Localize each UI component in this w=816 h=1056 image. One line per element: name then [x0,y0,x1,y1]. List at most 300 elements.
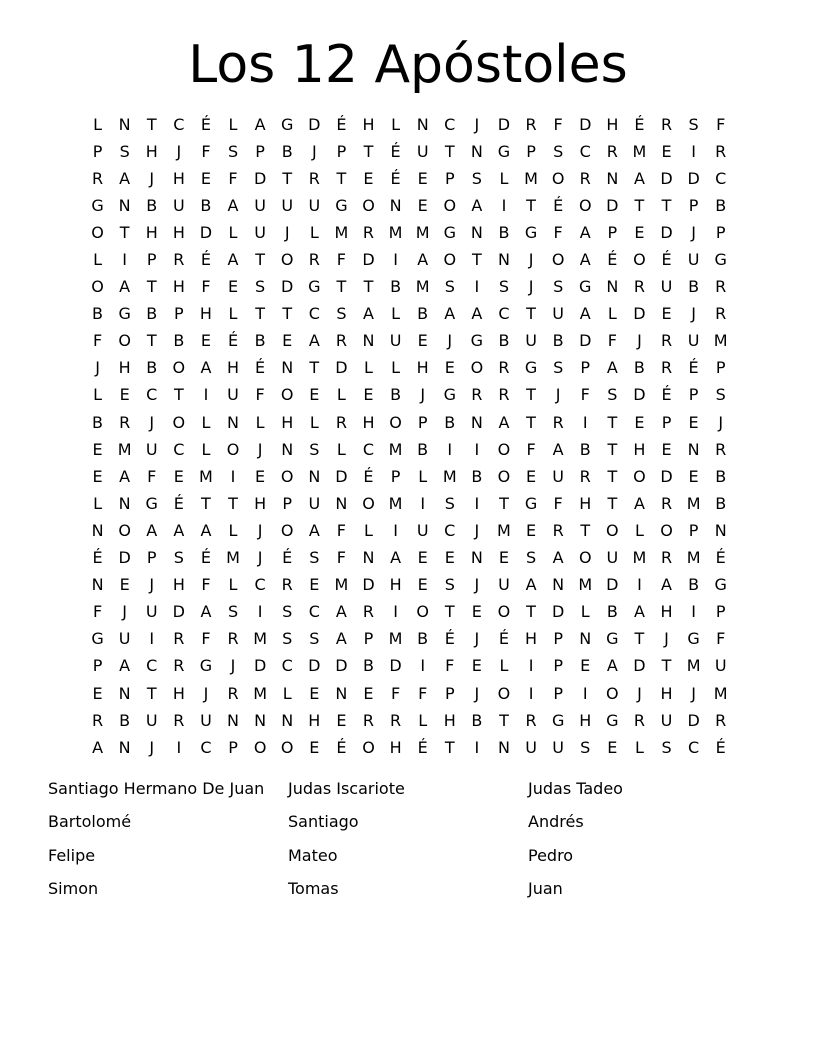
grid-letter: D [335,656,348,676]
grid-letter: E [525,466,537,486]
grid-letter: G [497,141,511,161]
grid-letter: O [91,222,104,242]
grid-letter: E [498,548,509,568]
page-title: Los 12 Apóstoles [188,35,628,95]
grid-letter: P [363,629,374,649]
grid-letter: É [390,168,401,188]
grid-letter: I [474,737,480,757]
grid-letter: I [149,629,155,649]
grid-letter: H [416,358,429,378]
grid-letter: M [388,629,403,649]
grid-letter: D [497,114,511,134]
grid-letter: É [200,250,211,270]
grid-letter: D [579,114,592,134]
grid-letter: O [172,358,186,378]
grid-letter: H [172,683,185,703]
grid-letter: T [201,493,211,513]
grid-letter: S [661,737,672,757]
grid-letter: T [146,331,157,351]
grid-letter: R [308,168,320,188]
grid-letter: R [579,168,591,188]
grid-letter: M [578,575,593,595]
grid-letter: T [336,168,347,188]
grid-letter: S [173,548,184,568]
grid-letter: P [92,141,103,161]
grid-letter: R [362,222,375,242]
grid-letter: O [280,737,294,757]
grid-letter: G [443,385,456,405]
grid-letter: D [606,575,619,595]
grid-letter: U [687,250,700,270]
grid-letter: R [173,710,185,730]
grid-letter: J [474,683,480,703]
grid-letter: F [201,141,211,161]
grid-letter: T [363,141,374,161]
grid-letter: N [227,710,239,730]
grid-letter: R [173,656,185,676]
grid-letter: M [713,331,728,351]
grid-letter: U [552,304,564,324]
grid-letter: O [362,195,375,215]
grid-letter: N [687,439,700,459]
grid-letter: A [200,358,212,378]
grid-letter: P [146,548,157,568]
grid-letter: M [497,520,511,540]
grid-letter: I [528,683,534,703]
grid-letter: J [230,656,236,676]
grid-letter: F [553,114,563,134]
grid-letter: E [634,412,645,432]
grid-letter: L [309,412,319,432]
grid-letter: J [474,520,480,540]
grid-letter: S [553,277,564,297]
word-item: Simon [48,878,99,898]
grid-letter: S [444,277,455,297]
grid-letter: F [336,250,346,270]
grid-letter: T [228,493,238,513]
grid-letter: O [443,195,457,215]
grid-letter: O [497,602,511,622]
grid-letter: C [254,575,266,595]
grid-letter: T [607,439,618,459]
grid-letter: R [498,358,510,378]
grid-letter: I [582,683,588,703]
grid-letter: E [363,168,374,188]
grid-letter: O [172,412,186,432]
letter-grid [84,111,734,761]
grid-letter: M [632,141,647,161]
grid-letter: J [149,575,155,595]
grid-letter: I [528,656,534,676]
grid-letter: N [606,168,619,188]
grid-letter: É [444,629,455,649]
grid-letter: L [634,520,644,540]
grid-letter: J [691,304,696,324]
grid-letter: N [714,520,727,540]
grid-letter: T [146,114,157,134]
grid-letter: F [92,602,103,622]
grid-letter: T [146,683,157,703]
grid-letter: É [661,385,672,405]
grid-letter: F [255,385,265,405]
grid-letter: N [118,114,131,134]
grid-letter: U [308,195,321,215]
grid-letter: É [227,331,239,351]
grid-letter: I [637,575,642,595]
grid-letter: O [606,683,619,703]
grid-letter: F [92,331,103,351]
grid-letter: A [119,277,131,297]
grid-letter: A [498,412,510,432]
grid-letter: A [92,737,104,757]
grid-letter: H [525,629,538,649]
grid-letter: E [119,575,130,595]
grid-letter: F [580,385,590,405]
grid-letter: M [388,439,403,459]
grid-letter: C [146,656,158,676]
grid-letter: I [393,520,398,540]
grid-letter: A [579,222,591,242]
grid-letter: H [443,710,456,730]
grid-letter: T [444,737,455,757]
grid-letter: N [362,548,375,568]
grid-letter: P [336,141,347,161]
grid-letter: D [118,548,131,568]
grid-letter: D [335,358,348,378]
grid-letter: S [309,629,320,649]
grid-letter: T [526,385,536,405]
grid-letter: G [579,277,592,297]
grid-letter: U [254,195,266,215]
grid-letter: E [417,168,428,188]
grid-letter: S [553,141,564,161]
grid-letter: I [474,439,480,459]
grid-letter: E [227,277,239,297]
grid-letter: J [637,331,642,351]
grid-letter: A [308,331,320,351]
grid-letter: O [443,250,457,270]
grid-letter: S [227,141,239,161]
grid-letter: D [660,222,673,242]
grid-letter: D [172,602,185,622]
grid-letter: H [308,710,321,730]
grid-letter: M [524,168,538,188]
grid-letter: M [442,466,457,486]
grid-letter: G [524,222,538,242]
grid-letter: D [660,466,673,486]
grid-letter: L [364,520,373,540]
grid-letter: N [497,737,510,757]
grid-letter: T [634,629,645,649]
grid-letter: J [474,114,480,134]
word-item: Mateo [288,845,338,865]
grid-letter: J [691,683,696,703]
grid-letter: S [309,548,320,568]
grid-letter: A [471,304,483,324]
grid-letter: H [172,575,185,595]
grid-letter: I [393,602,398,622]
grid-letter: A [146,520,158,540]
grid-letter: S [580,737,591,757]
grid-letter: B [715,195,727,215]
grid-letter: D [335,466,348,486]
grid-letter: P [715,222,726,242]
grid-letter: M [117,439,132,459]
grid-letter: S [119,141,130,161]
grid-letter: B [471,466,483,486]
grid-letter: É [634,114,645,134]
grid-letter: J [176,141,182,161]
grid-letter: N [281,710,294,730]
grid-letter: M [686,548,701,568]
grid-letter: R [91,710,104,730]
grid-letter: E [92,466,103,486]
grid-letter: J [257,439,263,459]
grid-letter: T [607,493,618,513]
grid-letter: H [281,412,294,432]
grid-letter: U [254,222,266,242]
grid-letter: I [257,602,263,622]
grid-letter: N [281,439,294,459]
grid-letter: N [552,575,565,595]
grid-letter: H [606,114,619,134]
grid-letter: F [553,493,563,513]
grid-letter: M [415,277,430,297]
grid-letter: N [118,683,131,703]
grid-letter: O [118,331,131,351]
grid-letter: S [444,575,455,595]
grid-letter: S [255,277,266,297]
grid-letter: P [92,656,103,676]
grid-letter: E [417,195,428,215]
grid-letter: C [173,114,185,134]
grid-letter: É [661,250,672,270]
grid-letter: L [228,304,238,324]
grid-letter: R [660,331,673,351]
grid-letter: C [308,602,320,622]
grid-letter: N [470,548,483,568]
grid-letter: T [661,656,672,676]
grid-letter: R [525,710,537,730]
grid-letter: L [282,683,292,703]
grid-letter: A [200,520,212,540]
grid-letter: L [228,222,238,242]
grid-letter: L [93,493,102,513]
grid-letter: F [201,629,211,649]
grid-letter: B [281,141,293,161]
grid-letter: O [551,168,565,188]
grid-letter: T [255,250,265,270]
grid-letter: S [525,548,537,568]
grid-letter: B [498,331,510,351]
grid-letter: M [632,548,647,568]
grid-letter: E [255,466,266,486]
grid-letter: M [226,548,240,568]
grid-letter: B [173,331,185,351]
grid-letter: U [145,602,158,622]
grid-letter: P [282,493,293,513]
word-item: Pedro [528,845,574,865]
grid-letter: M [686,493,701,513]
grid-letter: B [417,629,429,649]
grid-letter: L [634,737,644,757]
word-list [48,776,768,909]
grid-letter: N [606,277,619,297]
grid-letter: B [390,385,402,405]
grid-letter: J [528,250,534,270]
grid-letter: T [255,304,265,324]
grid-letter: O [389,412,402,432]
grid-letter: S [309,439,320,459]
grid-letter: F [716,629,726,649]
grid-letter: P [526,141,536,161]
grid-letter: E [661,439,672,459]
grid-letter: T [661,195,672,215]
grid-letter: B [606,602,618,622]
grid-letter: G [524,358,538,378]
grid-letter: N [91,575,104,595]
grid-letter: A [579,304,591,324]
grid-letter: D [660,168,673,188]
grid-letter: B [417,439,429,459]
grid-letter: R [227,629,239,649]
grid-letter: É [92,548,103,568]
grid-letter: P [174,304,184,324]
grid-letter: J [474,575,480,595]
grid-letter: A [633,168,645,188]
grid-letter: R [281,575,293,595]
grid-letter: N [254,710,267,730]
grid-letter: G [687,629,700,649]
grid-letter: O [280,520,294,540]
grid-letter: M [253,629,268,649]
grid-letter: J [95,358,100,378]
grid-letter: É [688,358,699,378]
grid-letter: A [335,602,347,622]
grid-letter: B [552,331,564,351]
grid-letter: P [228,737,238,757]
grid-letter: F [336,520,346,540]
grid-letter: I [447,439,453,459]
grid-letter: L [336,385,346,405]
grid-letter: H [389,575,402,595]
grid-letter: U [606,548,619,568]
grid-letter: G [118,304,131,324]
grid-letter: M [199,466,213,486]
grid-letter: S [607,385,618,405]
grid-letter: T [634,195,645,215]
grid-letter: U [308,493,321,513]
grid-letter: J [637,683,642,703]
grid-letter: O [253,737,267,757]
grid-letter: I [176,737,182,757]
grid-letter: T [607,412,618,432]
grid-letter: T [526,602,536,622]
grid-letter: A [363,304,374,324]
grid-letter: N [118,493,131,513]
grid-letter: A [633,602,645,622]
grid-letter: L [93,385,102,405]
grid-letter: L [499,168,509,188]
grid-letter: L [391,304,401,324]
grid-letter: E [309,385,320,405]
grid-letter: T [526,304,536,324]
grid-letter: F [201,277,211,297]
grid-letter: L [364,358,373,378]
grid-letter: J [122,602,127,622]
grid-letter: S [282,629,293,649]
grid-letter: P [580,358,591,378]
grid-letter: R [715,710,727,730]
grid-letter: B [688,575,700,595]
grid-letter: H [362,114,375,134]
grid-letter: U [145,439,158,459]
grid-letter: D [633,385,646,405]
grid-letter: R [362,710,375,730]
grid-letter: A [200,602,212,622]
grid-letter: P [553,683,563,703]
grid-letter: G [606,629,619,649]
grid-letter: F [390,683,401,703]
grid-letter: J [664,629,669,649]
grid-letter: H [227,358,240,378]
grid-letter: D [687,710,700,730]
grid-letter: E [200,168,211,188]
word-item: Juan [528,878,563,898]
grid-letter: D [253,656,267,676]
grid-letter: G [470,331,484,351]
grid-letter: B [633,358,645,378]
grid-letter: U [118,629,131,649]
grid-letter: M [334,575,349,595]
grid-letter: É [336,114,347,134]
word-item: Andrés [528,812,584,832]
grid-letter: D [687,168,700,188]
grid-letter: D [308,114,321,134]
grid-letter: L [580,602,590,622]
grid-letter: P [444,683,455,703]
grid-letter: R [91,168,104,188]
grid-letter: P [607,222,618,242]
grid-letter: E [92,683,103,703]
grid-letter: O [551,250,565,270]
grid-letter: I [474,277,480,297]
grid-letter: P [390,466,401,486]
grid-letter: L [607,304,617,324]
grid-letter: C [362,439,375,459]
grid-letter: T [580,520,591,540]
grid-letter: F [201,575,211,595]
grid-letter: R [715,439,727,459]
grid-letter: R [362,602,375,622]
grid-letter: N [579,629,592,649]
grid-letter: U [552,737,564,757]
grid-letter: B [417,304,429,324]
grid-letter: J [149,168,155,188]
grid-letter: E [200,331,211,351]
grid-letter: J [311,141,317,161]
grid-letter: É [336,737,347,757]
grid-letter: U [416,141,429,161]
grid-letter: R [471,385,483,405]
grid-letter: E [119,385,130,405]
grid-letter: H [145,222,158,242]
grid-letter: S [227,602,239,622]
grid-letter: P [715,602,726,622]
grid-letter: L [418,710,428,730]
grid-letter: O [280,250,294,270]
grid-letter: É [200,114,211,134]
